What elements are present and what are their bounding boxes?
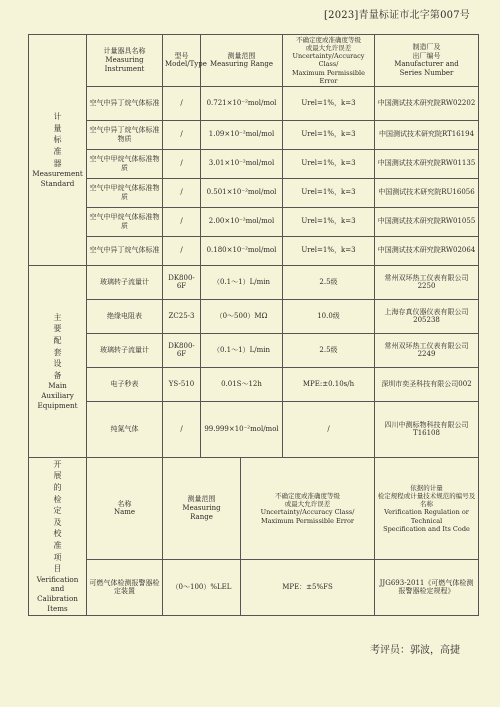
table-row xyxy=(29,149,479,178)
cell-manufacturer: 中国测试技术研究院RU16056 xyxy=(375,178,479,207)
cell-name: 纯氮气体 xyxy=(87,401,163,457)
header-item-uncertainty: 不确定度或准确度等级 或最大允许误差 Uncertainty/Accuracy Class/ Maximum Permissible Error xyxy=(241,457,375,559)
cell-range: 0.180×10⁻²mol/mol xyxy=(201,236,283,265)
table-row xyxy=(29,560,479,615)
table-row xyxy=(29,178,479,207)
cell-manufacturer: 中国测试技术研究院RW02064 xyxy=(375,236,479,265)
cell-name: 玻璃转子流量计 xyxy=(87,265,163,299)
table-row xyxy=(29,265,479,299)
cell-item-uncertainty: MPE：±5%FS xyxy=(241,560,375,615)
cell-name: 玻璃转子流量计 xyxy=(87,333,163,367)
cell-range: 1.09×10⁻²mol/mol xyxy=(201,120,283,149)
cell-model: / xyxy=(163,149,201,178)
cell-name: 空气中异丁烷气体标准 xyxy=(87,236,163,265)
cell-manufacturer: 中国测试技术研究院RW01055 xyxy=(375,207,479,236)
cell-model: / xyxy=(163,236,201,265)
cell-name: 空气中甲烷气体标准物质 xyxy=(87,178,163,207)
table-row xyxy=(29,207,479,236)
cell-name: 空气中甲烷气体标准物质 xyxy=(87,207,163,236)
cell-model: ZC25-3 xyxy=(163,299,201,333)
cell-model: / xyxy=(163,401,201,457)
cell-model: / xyxy=(163,178,201,207)
cell-manufacturer: 上海存真仪器仪表有限公司205238 xyxy=(375,299,479,333)
cell-uncertainty: Urel=1%，k=3 xyxy=(283,86,375,120)
table-row xyxy=(29,299,479,333)
cell-item-name: 可燃气体检测报警器检定装置 xyxy=(87,560,163,615)
header-item-name: 名称 Name xyxy=(87,457,163,559)
header-uncertainty: 不确定度或准确度等级 或最大允许误差 Uncertainty/Accuracy Class/ Maximum Permissible Error xyxy=(283,35,375,87)
header-manufacturer: 制造厂及 出厂编号 Manufacturer and Series Number xyxy=(375,35,479,87)
cell-manufacturer: 中国测试技术研究院RT16194 xyxy=(375,120,479,149)
cell-model: / xyxy=(163,207,201,236)
cell-uncertainty: MPE:±0.10s/h xyxy=(283,367,375,401)
table-row xyxy=(29,236,479,265)
cell-uncertainty: Urel=1%，k=3 xyxy=(283,207,375,236)
header-range: 测量范围 Measuring Range xyxy=(201,35,283,87)
cell-uncertainty: 10.0级 xyxy=(283,299,375,333)
cell-manufacturer: 四川中测标物科技有限公司T16108 xyxy=(375,401,479,457)
header-item-range: 测量范围 Measuring Range xyxy=(163,457,241,559)
cell-manufacturer: 中国测试技术研究院RW01135 xyxy=(375,149,479,178)
cell-range: （0.1～1）L/min xyxy=(201,333,283,367)
measurement-side-label: 计 量 标 准 器 Measurement Standard xyxy=(29,35,87,266)
certificate-number: [2023]青量标证市北字第007号 xyxy=(324,10,470,21)
cell-manufacturer: 常州双环热工仪表有限公司2250 xyxy=(375,265,479,299)
cell-item-range: （0～100）%LEL xyxy=(163,560,241,615)
cell-uncertainty: Urel=1%，k=3 xyxy=(283,178,375,207)
cell-name: 空气中异丁烷气体标准物质 xyxy=(87,120,163,149)
cell-name: 空气中异丁烷气体标准 xyxy=(87,86,163,120)
table-row xyxy=(29,333,479,367)
cell-manufacturer: 深圳市奕圣科技有限公司002 xyxy=(375,367,479,401)
cell-manufacturer: 常州双环热工仪表有限公司2249 xyxy=(375,333,479,367)
cell-range: 3.01×10⁻²mol/mol xyxy=(201,149,283,178)
cell-model: / xyxy=(163,120,201,149)
table-row xyxy=(29,401,479,457)
cell-name: 空气中甲烷气体标准物质 xyxy=(87,149,163,178)
cell-uncertainty: Urel=1%，k=3 xyxy=(283,120,375,149)
table-row xyxy=(29,86,479,120)
header-name: 计量器具名称 Measuring Instrument xyxy=(87,35,163,87)
cell-name: 电子秒表 xyxy=(87,367,163,401)
header-model: 型号 Model/Type xyxy=(163,35,201,87)
cell-name: 绝缘电阻表 xyxy=(87,299,163,333)
cell-range: （0～500）MΩ xyxy=(201,299,283,333)
inspector-signature: 考评员：郭波，高捷 xyxy=(370,645,460,656)
cell-uncertainty: Urel=1%，k=3 xyxy=(283,236,375,265)
table-row xyxy=(29,367,479,401)
auxiliary-side-label: 主 要 配 套 设 备 Main Auxiliary Equipment xyxy=(29,265,87,457)
cell-uncertainty: / xyxy=(283,401,375,457)
cell-range: 0.01S～12h xyxy=(201,367,283,401)
verification-side-label: 开 展 的 检 定 及 校 准 项 目 Verification and Calibration Items xyxy=(29,457,87,615)
cell-item-regulation: JJG693-2011《可燃气体检测报警器检定规程》 xyxy=(375,560,479,615)
cell-model: DK800-6F xyxy=(163,265,201,299)
cell-uncertainty: Urel=1%，k=3 xyxy=(283,149,375,178)
cell-model: DK800-6F xyxy=(163,333,201,367)
cell-uncertainty: 2.5级 xyxy=(283,333,375,367)
cell-range: 99.999×10⁻²mol/mol xyxy=(201,401,283,457)
cell-range: 0.721×10⁻²mol/mol xyxy=(201,86,283,120)
cell-model: / xyxy=(163,86,201,120)
table-row xyxy=(29,120,479,149)
equipment-table xyxy=(28,34,479,616)
header-item-regulation: 依据的计量 检定规程或计量技术规范的编号及名称 Verification Regulation or Technical Specification and Its Code xyxy=(375,457,479,559)
cell-range: 2.00×10⁻²mol/mol xyxy=(201,207,283,236)
cell-uncertainty: 2.5级 xyxy=(283,265,375,299)
cell-range: （0.1～1）L/min xyxy=(201,265,283,299)
cell-model: YS-510 xyxy=(163,367,201,401)
cell-range: 0.501×10⁻²mol/mol xyxy=(201,178,283,207)
cell-manufacturer: 中国测试技术研究院RW02202 xyxy=(375,86,479,120)
